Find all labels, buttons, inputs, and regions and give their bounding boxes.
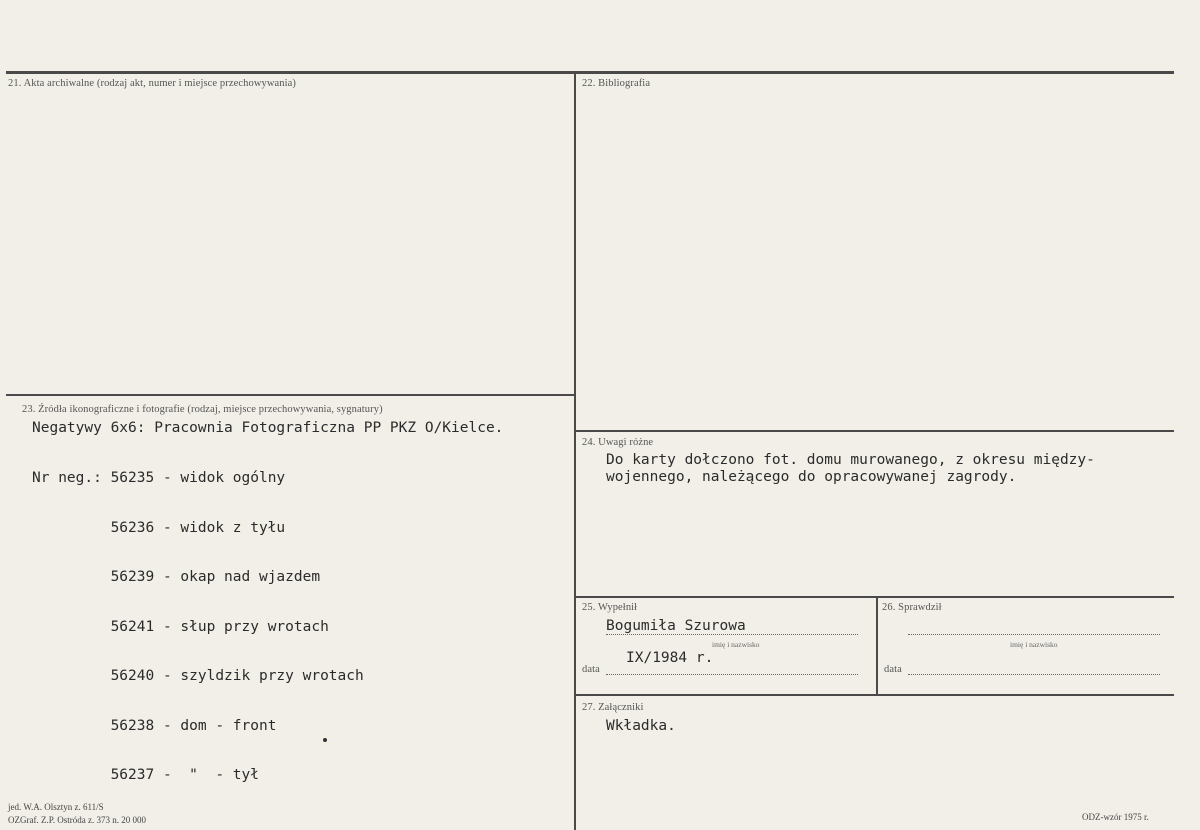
- filled-by-date-line: [606, 674, 858, 675]
- ink-dot: [323, 738, 327, 742]
- section-23-label: 23. Źródła ikonograficzne i fotografie (rodzaj, miejsce przechowywania, sygnatury): [22, 404, 383, 415]
- section-21-label: 21. Akta archiwalne (rodzaj akt, numer i miejsce przechowywania): [8, 78, 297, 89]
- right-rule-24: [576, 430, 1174, 432]
- section-26-label: 26. Sprawdził: [882, 602, 942, 613]
- section-22-label: 22. Bibliografia: [582, 78, 651, 89]
- center-vertical-rule: [574, 74, 576, 830]
- section-23-source-line: Negatywy 6x6: Pracownia Fotograficzna PP PKZ O/Kielce.: [32, 420, 504, 436]
- checked-by-date-line: [908, 674, 1160, 675]
- checked-by-name-line: [908, 634, 1160, 635]
- negative-row: 56238 - dom - front: [32, 717, 277, 734]
- printer-info-line1: jed. W.A. Olsztyn z. 611/S: [8, 802, 104, 812]
- attachments-value: Wkładka.: [606, 718, 676, 734]
- negative-row: 56240 - szyldzik przy wrotach: [32, 668, 364, 684]
- checked-by-date-label: data: [884, 664, 902, 675]
- right-rule-27: [576, 694, 1174, 696]
- section-25-label: 25. Wypełnił: [582, 602, 638, 613]
- filled-by-date-label: data: [582, 664, 600, 675]
- form-code: ODZ-wzór 1975 r.: [1082, 812, 1149, 822]
- top-rule: [6, 71, 1174, 74]
- filled-by-name: Bogumiła Szurowa: [606, 618, 746, 634]
- negative-row: 56237 - " - tył: [32, 767, 259, 783]
- filled-by-name-line: [606, 634, 858, 635]
- right-rule-25: [576, 596, 1174, 598]
- printer-info: [8, 801, 146, 827]
- section-24-remarks-line2: wojennego, należącego do opracowywanej zagrody.: [606, 469, 1017, 485]
- section-24-remarks-line1: Do karty dołczono fot. domu murowanego, z okresu między-: [606, 452, 1095, 468]
- left-mid-rule: [6, 394, 574, 396]
- negative-row: 56241 - słup przy wrotach: [32, 618, 329, 635]
- filled-by-name-caption: imię i nazwisko: [712, 640, 760, 649]
- filled-by-date: IX/1984 r.: [626, 650, 714, 666]
- printer-info-line2: OZGraf. Z.P. Ostróda z. 373 n. 20 000: [8, 815, 146, 825]
- negative-row: 56239 - okap nad wjazdem: [32, 569, 321, 585]
- checked-by-name-caption: imię i nazwisko: [1010, 640, 1058, 649]
- section-24-label: 24. Uwagi różne: [582, 437, 654, 448]
- negative-row: Nr neg.: 56235 - widok ogólny: [32, 470, 286, 486]
- section-27-label: 27. Załączniki: [582, 702, 644, 713]
- vertical-rule-25-26: [876, 598, 878, 694]
- negatives-list: [32, 437, 364, 817]
- negative-row: 56236 - widok z tyłu: [32, 519, 286, 536]
